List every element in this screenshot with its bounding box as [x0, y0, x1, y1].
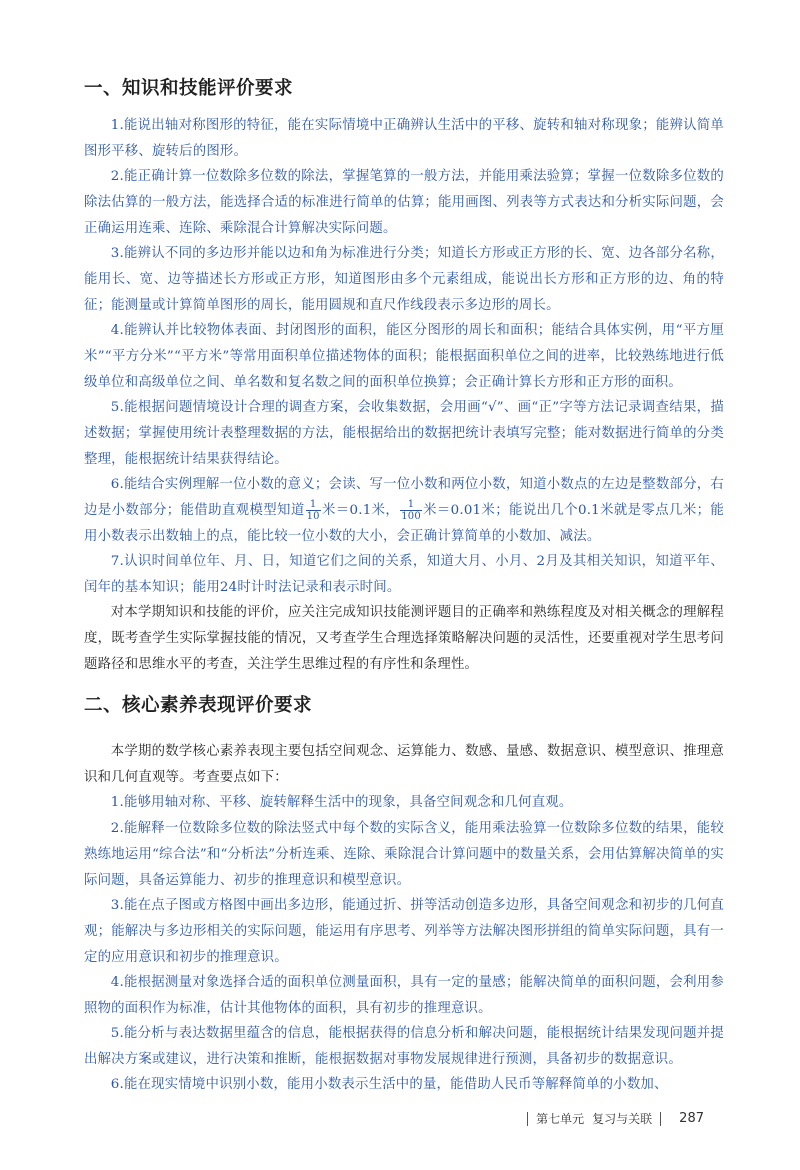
- knowledge-item-6: [84, 472, 724, 549]
- core-literacy-intro: 本学期的数学核心素养表现主要包括空间观念、运算能力、数感、量感、数据意识、模型意识、推理意识和几何直观等。考查要点如下：: [84, 744, 724, 785]
- core-item-4: 4.能根据测量对象选择合适的面积单位测量面积，具有一定的量感；能解决简单的面积问题，会利用参照物的面积作为标准，估计其他物体的面积，具有初步的推理意识。: [84, 975, 724, 1016]
- item6-text-part2: 米＝0.1米，: [321, 502, 400, 518]
- footer-divider: [660, 1112, 661, 1126]
- footer-unit: 第七单元: [536, 1112, 585, 1126]
- core-item-1: 1.能够用轴对称、平移、旋转解释生活中的现象，具备空间观念和几何直观。: [110, 795, 573, 811]
- item6-text-part3: 米＝0.01米；能说出几个0.1米就是零点几米；能用小数表示出数轴上的点，能比较一位小数的大小，会正确计算简单的小数加、减法。: [84, 502, 724, 544]
- knowledge-item-2: 2.能正确计算一位数除多位数的除法，掌握笔算的一般方法，并能用乘法验算；掌握一位数除多位数的除法估算的一般方法，能选择合适的标准进行简单的估算；能用画图、列表等方式表达和分析实际问题，会正确运用连乘、连除、乘除混合计算解决实际问题。: [84, 169, 724, 236]
- core-item-2: 2.能解释一位数除多位数的除法竖式中每个数的实际含义，能用乘法验算一位数除多位数的结果，能较熟练地运用“综合法”和“分析法”分析连乘、连除、乘除混合计算问题中的数量关系，会用估算解决简单的实际问题，具备运算能力、初步的推理意识和模型意识。: [84, 821, 724, 888]
- core-item-6: 6.能在现实情境中识别小数，能用小数表示生活中的量，能借助人民币等解释简单的小数加、: [110, 1077, 668, 1093]
- footer-divider: [527, 1112, 528, 1126]
- core-item-3: 3.能在点子图或方格图中画出多边形，能通过折、拼等活动创造多边形，具备空间观念和初步的几何直观；能解决与多边形相关的实际问题，能运用有序思考、列举等方法解决图形拼组的简单实际问题，具有一定的应用意识和初步的推理意识。: [84, 898, 724, 965]
- fraction-one-hundredth: [400, 499, 422, 522]
- item6-text-part1: 6.能结合实例理解一位小数的意义；会读、写一位小数和两位小数，知道小数点的左边是整数部分，右边是小数部分；能借助直观模型知道: [84, 477, 724, 518]
- section-title-core-literacy: 二、核心素养表现评价要求: [84, 694, 313, 716]
- fraction-denominator: 10: [306, 510, 320, 522]
- knowledge-summary: 对本学期知识和技能的评价，应关注完成知识技能测评题目的正确率和熟练程度及对相关概念的理解程度，既考查学生实际掌握技能的情况，又考查学生合理选择策略解决问题的灵活性，还要重视对学生思考问题路径和思维水平的考查，关注学生思维过程的有序性和条理性。: [84, 605, 724, 672]
- section-title-knowledge-skills: 一、知识和技能评价要求: [84, 78, 294, 99]
- page-number: 287: [679, 1111, 704, 1126]
- knowledge-item-7: 7.认识时间单位年、月、日，知道它们之间的关系，知道大月、小月、2月及其相关知识，知道平年、闰年的基本知识；能用24时计时法记录和表示时间。: [84, 554, 724, 595]
- knowledge-item-4: 4.能辨认并比较物体表面、封闭图形的面积，能区分图形的周长和面积；能结合具体实例，用“平方厘米”“平方分米”“平方米”等常用面积单位描述物体的面积；能根据面积单位之间的进率，比较熟练地进行低级单位和高级单位之间、单名数和复名数之间的面积单位换算；会正确计算长方形和正方形的面积。: [84, 323, 724, 390]
- knowledge-item-1: 1.能说出轴对称图形的特征，能在实际情境中正确辨认生活中的平移、旋转和轴对称现象；能辨认简单图形平移、旋转后的图形。: [84, 118, 724, 159]
- fraction-one-tenth: [306, 499, 321, 522]
- page-footer: [527, 1110, 704, 1127]
- knowledge-item-5: 5.能根据问题情境设计合理的调查方案，会收集数据，会用画“√”、画“正”字等方法记录调查结果，描述数据；掌握使用统计表整理数据的方法，能根据给出的数据把统计表填写完整；能对数据进行简单的分类整理，能根据统计结果获得结论。: [84, 400, 724, 467]
- fraction-numerator: 1: [306, 499, 321, 511]
- footer-chapter: 复习与关联: [592, 1112, 653, 1126]
- fraction-numerator: 1: [400, 499, 422, 511]
- core-item-5: 5.能分析与表达数据里蕴含的信息，能根据获得的信息分析和解决问题，能根据统计结果发现问题并提出解决方案或建议，进行决策和推断，能根据数据对事物发展规律进行预测，具备初步的数据意识。: [84, 1026, 724, 1067]
- fraction-denominator: 100: [401, 510, 421, 522]
- knowledge-item-3: 3.能辨认不同的多边形并能以边和角为标准进行分类；知道长方形或正方形的长、宽、边各部分名称，能用长、宽、边等描述长方形或正方形，知道图形由多个元素组成，能说出长方形和正方形的边、角的特征；能测量或计算简单图形的周长，能用圆规和直尺作线段表示多边形的周长。: [84, 246, 724, 313]
